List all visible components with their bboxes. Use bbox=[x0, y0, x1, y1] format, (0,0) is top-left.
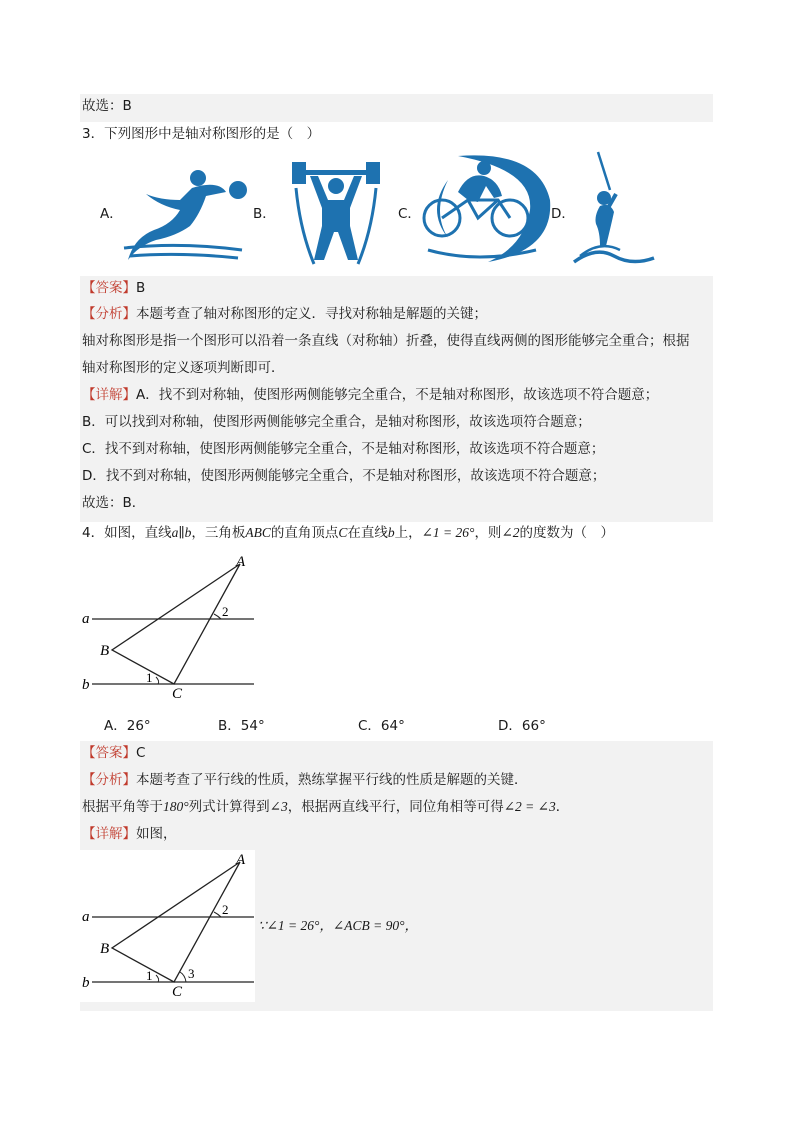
q3-analysis-1: 【分析】本题考查了轴对称图形的定义．寻找对称轴是解题的关键； bbox=[82, 306, 487, 322]
q4-detail: 【详解】如图， bbox=[82, 826, 177, 842]
q4-answer: 【答案】C bbox=[82, 745, 146, 761]
q3-choose: 故选：B． bbox=[82, 495, 146, 511]
q4-option-b: B．54° bbox=[218, 718, 265, 734]
detail-vertex-c-label: C bbox=[172, 984, 183, 1000]
q3-option-c-label: C． bbox=[398, 206, 421, 222]
vertex-a-label: A bbox=[236, 554, 246, 570]
q4-option-a: A．26° bbox=[104, 718, 151, 734]
q3-option-d-label: D． bbox=[551, 206, 575, 222]
q3-analysis-3: 轴对称图形的定义逐项判断即可． bbox=[82, 360, 285, 376]
q4-triangle-figure bbox=[78, 552, 258, 702]
q3-answer: 【答案】B bbox=[82, 280, 146, 296]
q4-detail-triangle-figure bbox=[78, 850, 258, 1000]
q4-option-d: D．66° bbox=[498, 718, 546, 734]
weightlifting-figure bbox=[288, 160, 384, 266]
q3-option-b-label: B． bbox=[253, 206, 276, 222]
q4-option-c: C．64° bbox=[358, 718, 405, 734]
detail-vertex-a-label: A bbox=[236, 852, 246, 868]
q4-stem: 4．如图，直线a∥b，三角板ABC的直角顶点C在直线b上，∠1 = 26°，则∠2的度数为（ ） bbox=[82, 525, 614, 541]
vertex-c-label: C bbox=[172, 686, 183, 702]
vertex-b-label: B bbox=[100, 643, 110, 659]
q3-stem: 3．下列图形中是轴对称图形的是（ ） bbox=[82, 126, 321, 142]
q2-solution-block bbox=[80, 94, 713, 122]
q4-analysis-1: 【分析】本题考查了平行线的性质，熟练掌握平行线的性质是解题的关键． bbox=[82, 772, 528, 788]
angle-1-label: 1 bbox=[146, 670, 153, 685]
golf-figure bbox=[570, 150, 656, 268]
q3-detail-a: 【详解】A．找不到对称轴，使图形两侧能够完全重合，不是轴对称图形，故该选项不符合题意； bbox=[82, 387, 659, 403]
q2-choose: 故选：B bbox=[82, 98, 132, 114]
line-b-label: b bbox=[82, 677, 90, 693]
q3-detail-d: D．找不到对称轴，使图形两侧能够完全重合，不是轴对称图形，故该选项不符合题意； bbox=[82, 468, 606, 484]
q3-option-a-label: A． bbox=[100, 206, 123, 222]
q4-analysis-2: 根据平角等于180°列式计算得到∠3，根据两直线平行，同位角相等可得∠2 = ∠3． bbox=[82, 799, 570, 815]
cycling-figure bbox=[418, 150, 554, 266]
detail-angle-3-label: 3 bbox=[188, 966, 195, 981]
q3-detail-c: C．找不到对称轴，使图形两侧能够完全重合，不是轴对称图形，故该选项不符合题意； bbox=[82, 441, 605, 457]
q3-analysis-2: 轴对称图形是指一个图形可以沿着一条直线（对称轴）折叠，使得直线两侧的图形能够完全重合；根据 bbox=[82, 333, 690, 349]
angle-2-label: 2 bbox=[222, 604, 229, 619]
detail-vertex-b-label: B bbox=[100, 941, 110, 957]
volleyball-figure bbox=[120, 166, 250, 266]
detail-line-a-label: a bbox=[82, 909, 90, 925]
line-a-label: a bbox=[82, 611, 90, 627]
detail-angle-1-label: 1 bbox=[146, 968, 153, 983]
q3-detail-b: B．可以找到对称轴，使图形两侧能够完全重合，是轴对称图形，故该选项符合题意； bbox=[82, 414, 591, 430]
detail-angle-2-label: 2 bbox=[222, 902, 229, 917]
detail-line-b-label: b bbox=[82, 975, 90, 991]
q4-detail-given: ∵∠1 = 26°，∠ACB = 90°， bbox=[258, 918, 418, 933]
